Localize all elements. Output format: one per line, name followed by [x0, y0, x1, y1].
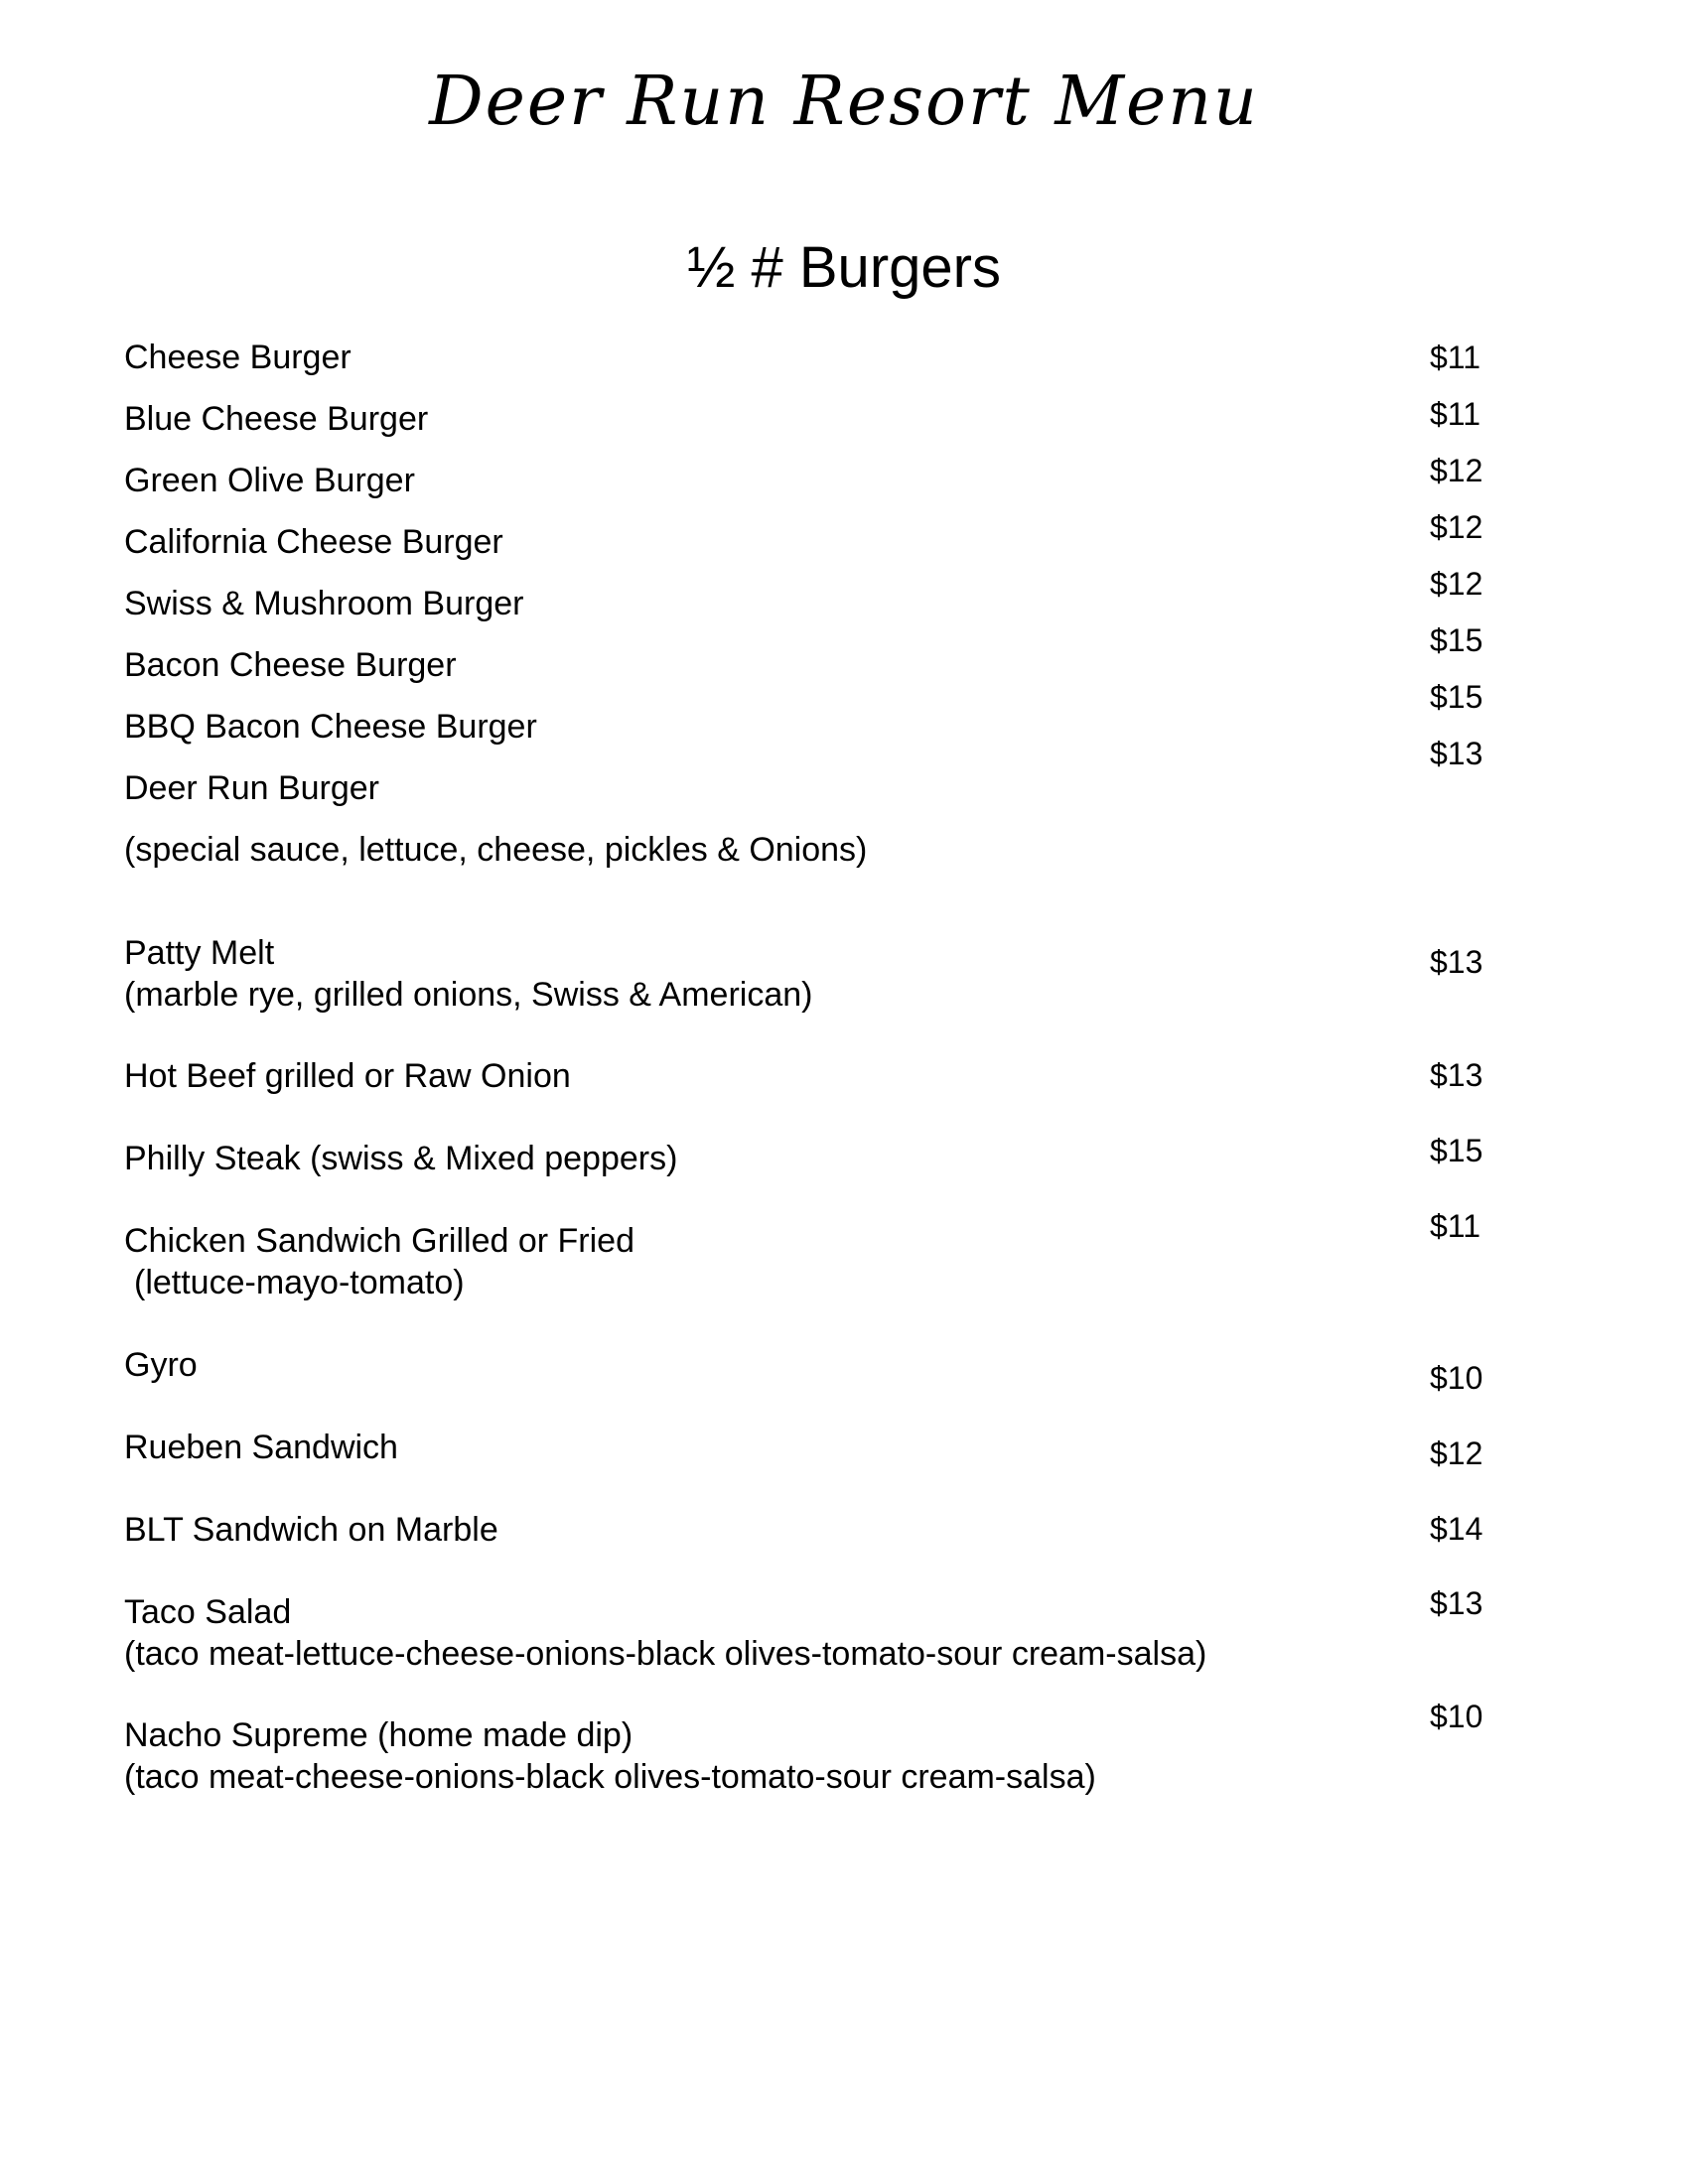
item-name: Chicken Sandwich Grilled or Fried	[124, 1222, 634, 1260]
item-price: $11	[1430, 1208, 1481, 1244]
item-price: $15	[1430, 622, 1483, 658]
item-price: $13	[1430, 1585, 1483, 1621]
item-price: $12	[1430, 1435, 1483, 1471]
item-description: (taco meat-cheese-onions-black olives-tomato-sour cream-salsa)	[124, 1758, 1096, 1796]
item-price: $13	[1430, 944, 1483, 980]
item-name: BBQ Bacon Cheese Burger	[124, 708, 537, 746]
menu-title: Deer Run Resort Menu	[429, 63, 1259, 141]
item-price: $11	[1430, 340, 1481, 375]
item-name: Patty Melt	[124, 934, 275, 972]
item-price: $12	[1430, 453, 1483, 488]
item-price: $12	[1430, 566, 1483, 602]
item-price: $10	[1430, 1360, 1483, 1396]
item-description: (marble rye, grilled onions, Swiss & American)	[124, 976, 813, 1014]
item-price: $12	[1430, 509, 1483, 545]
item-name: Gyro	[124, 1346, 198, 1384]
item-name: BLT Sandwich on Marble	[124, 1511, 498, 1549]
item-name: Rueben Sandwich	[124, 1429, 398, 1466]
item-name: Bacon Cheese Burger	[124, 646, 457, 684]
item-name: Cheese Burger	[124, 339, 352, 376]
item-description: (taco meat-lettuce-cheese-onions-black olives-tomato-sour cream-salsa)	[124, 1635, 1207, 1673]
item-price: $11	[1430, 396, 1481, 432]
item-name: Nacho Supreme (home made dip)	[124, 1716, 633, 1754]
item-price: $15	[1430, 1133, 1483, 1168]
item-name: Blue Cheese Burger	[124, 400, 429, 438]
item-name: Hot Beef grilled or Raw Onion	[124, 1057, 571, 1095]
item-name: Philly Steak (swiss & Mixed peppers)	[124, 1140, 678, 1177]
item-name: Swiss & Mushroom Burger	[124, 585, 524, 622]
item-name: California Cheese Burger	[124, 523, 503, 561]
section-heading-burgers: ½ # Burgers	[687, 235, 1001, 300]
item-price: $10	[1430, 1699, 1483, 1734]
item-name: Deer Run Burger	[124, 769, 380, 807]
item-name: Green Olive Burger	[124, 462, 415, 499]
item-price: $13	[1430, 736, 1483, 771]
item-price: $15	[1430, 679, 1483, 715]
item-name: Taco Salad	[124, 1593, 292, 1631]
item-description: (special sauce, lettuce, cheese, pickles & Onions)	[124, 831, 868, 869]
item-description: (lettuce-mayo-tomato)	[134, 1264, 465, 1301]
item-price: $14	[1430, 1511, 1483, 1547]
item-price: $13	[1430, 1057, 1483, 1093]
